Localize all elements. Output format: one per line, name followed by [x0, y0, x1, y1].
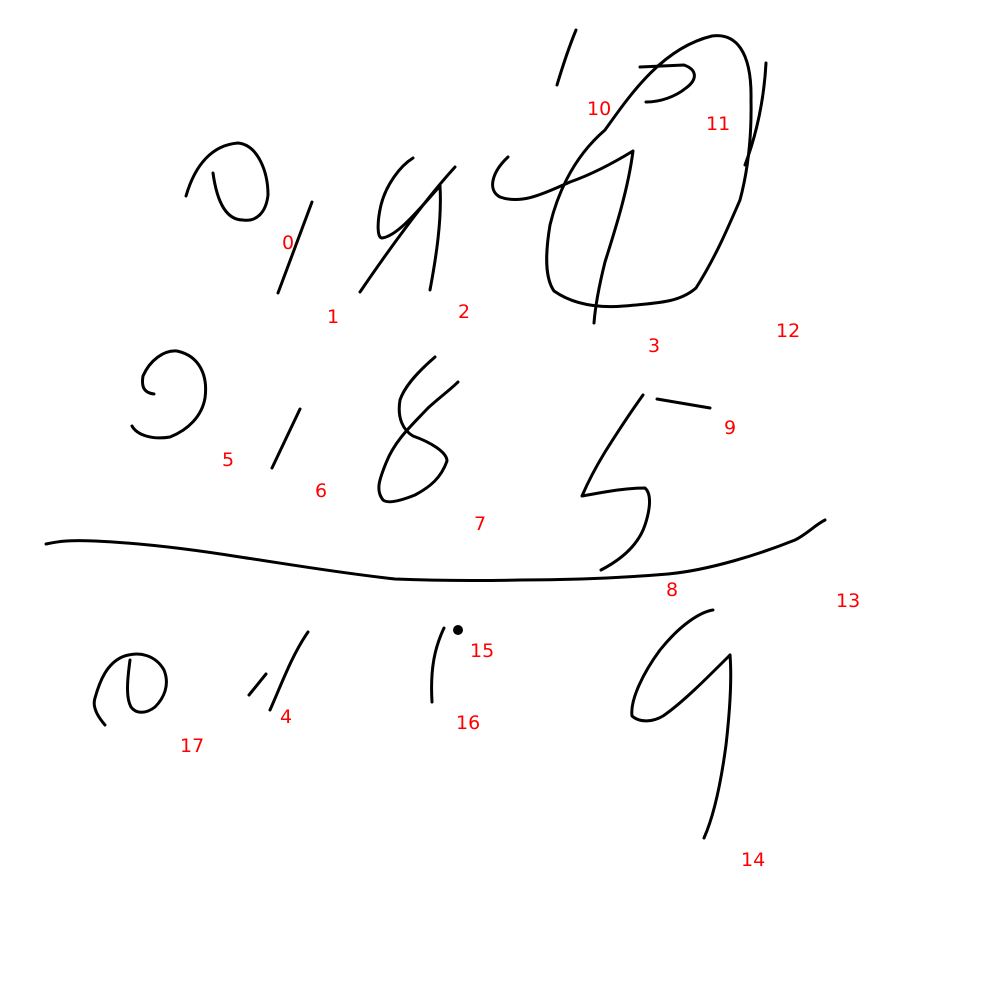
stroke-label-15: 15	[470, 640, 495, 662]
stroke-label-17: 17	[180, 735, 205, 757]
ink-stroke	[270, 632, 308, 710]
ink-stroke	[432, 628, 444, 702]
ink-stroke	[493, 157, 570, 200]
stroke-label-5: 5	[222, 449, 235, 471]
stroke-label-13: 13	[836, 590, 861, 612]
stroke-label-10: 10	[587, 98, 612, 120]
ink-stroke	[657, 399, 710, 408]
stroke-label-16: 16	[456, 712, 481, 734]
stroke-label-9: 9	[724, 417, 737, 439]
stroke-label-14: 14	[741, 849, 766, 871]
ink-dot	[453, 625, 463, 635]
ink-stroke	[704, 655, 731, 838]
ink-stroke	[582, 395, 650, 570]
ink-stroke	[632, 610, 730, 721]
ink-stroke	[186, 143, 268, 220]
stroke-label-6: 6	[315, 480, 328, 502]
ink-stroke	[570, 151, 633, 323]
stroke-label-0: 0	[282, 232, 295, 254]
stroke-label-1: 1	[327, 306, 340, 328]
ink-stroke	[547, 36, 751, 307]
ink-stroke	[272, 409, 300, 468]
stroke-label-8: 8	[666, 579, 679, 601]
ink-stroke	[379, 357, 458, 502]
stroke-label-7: 7	[474, 513, 487, 535]
stroke-label-12: 12	[776, 320, 801, 342]
ink-stroke	[640, 65, 694, 102]
stroke-label-3: 3	[648, 335, 661, 357]
ink-stroke	[557, 30, 576, 85]
ink-stroke	[430, 186, 440, 290]
stroke-label-11: 11	[706, 113, 731, 135]
stroke-label-4: 4	[280, 706, 293, 728]
ink-stroke	[46, 520, 825, 580]
ink-stroke	[378, 158, 440, 238]
ink-stroke	[249, 674, 266, 695]
ink-stroke	[94, 654, 166, 725]
stroke-label-2: 2	[458, 301, 471, 323]
ink-stroke	[132, 351, 206, 438]
